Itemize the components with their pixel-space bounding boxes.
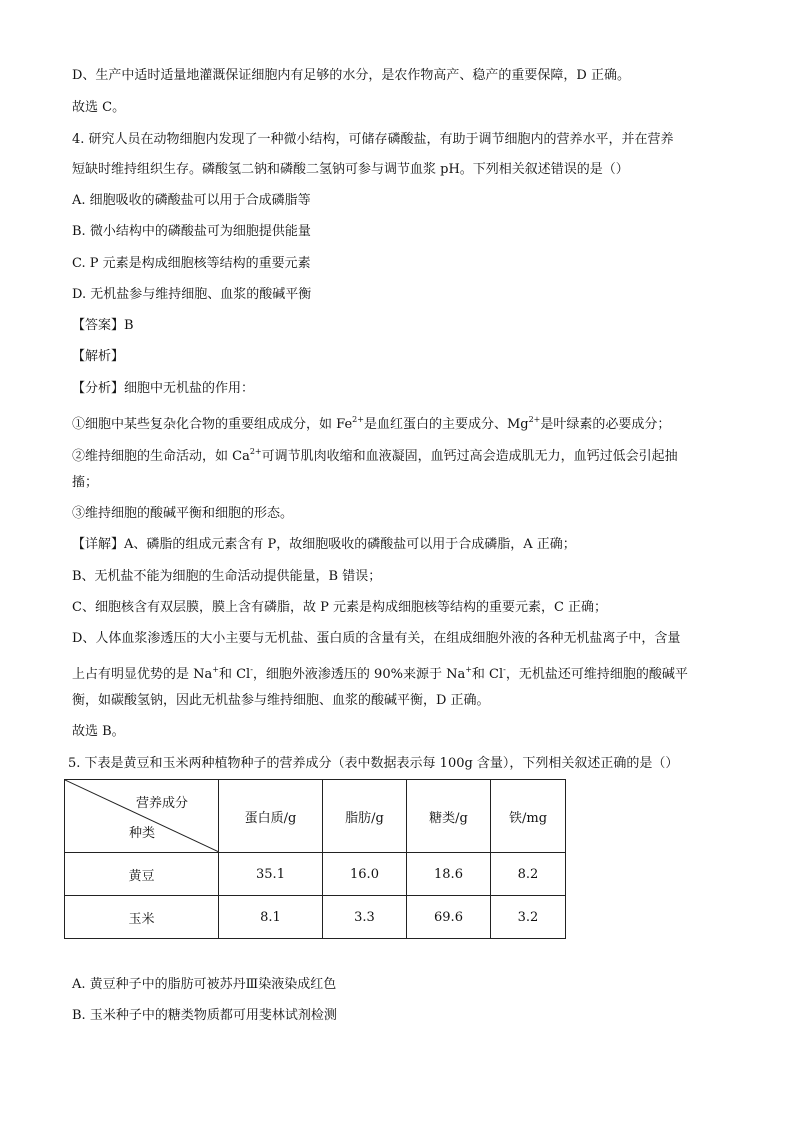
q5-stem: 5. 下表是黄豆和玉米两种植物种子的营养成分（表中数据表示每 100g 含量），下列相关叙述正确的是（）: [68, 756, 679, 771]
answer-tag: 【答案】: [72, 318, 125, 333]
detail-d2-a: 上占有明显优势的是 Na: [72, 667, 213, 682]
point-2-cont: 搐；: [72, 475, 99, 490]
table-cell: 3.2: [491, 896, 566, 939]
table-cell: 35.1: [219, 853, 323, 896]
header-iron: 铁/mg: [491, 780, 566, 853]
mg-charge: 2+: [528, 415, 541, 424]
option-d-explanation: D、生产中适时适量地灌溉保证细胞内有足够的水分，是农作物高产、稳产的重要保障，D 正确。: [72, 68, 630, 83]
ca-charge: 2+: [249, 447, 262, 456]
point-1-text-c: 是叶绿素的必要成分；: [540, 417, 671, 432]
table-cell: 69.6: [407, 896, 491, 939]
detail-d2-d: 和 Cl: [471, 667, 504, 682]
point-1-text-a: ①细胞中某些复杂化合物的重要组成成分，如 Fe: [72, 417, 353, 432]
point-2-text-a: ②维持细胞的生命活动，如 Ca: [72, 449, 250, 464]
diagonal-line: [65, 780, 218, 852]
q4-option-c: C. P 元素是构成细胞核等结构的重要元素: [72, 256, 311, 271]
na-charge-2: +: [465, 665, 472, 674]
table-cell: 3.3: [323, 896, 407, 939]
table-header-row: [65, 780, 566, 853]
corner-top-label: 营养成分: [135, 796, 188, 811]
detail-b: B、无机盐不能为细胞的生命活动提供能量，B 错误；: [72, 569, 382, 584]
detail-a: A、磷脂的组成元素含有 P，故细胞吸收的磷酸盐可以用于合成磷脂，A 正确；: [124, 537, 576, 552]
detail-d2-e: ，无机盐还可维持细胞的酸碱平: [505, 667, 688, 682]
corner-cell: [65, 780, 219, 853]
table-cell: 16.0: [323, 853, 407, 896]
answer-line: [72, 316, 134, 336]
select-c: 故选 C。: [72, 100, 126, 115]
corner-bottom-label: 种类: [129, 826, 156, 841]
header-sugar: 糖类/g: [407, 780, 491, 853]
fenxi-line: [72, 379, 254, 399]
select-b: 故选 B。: [72, 724, 125, 739]
q4-option-b: B. 微小结构中的磷酸盐可为细胞提供能量: [72, 224, 311, 239]
analysis-tag: 【解析】: [72, 349, 125, 364]
table-cell: 8.1: [219, 896, 323, 939]
fenxi-text: 细胞中无机盐的作用：: [124, 381, 255, 396]
table-cell: 8.2: [491, 853, 566, 896]
detail-d3: 衡，如碳酸氢钠，因此无机盐参与维持细胞、血浆的酸碱平衡，D 正确。: [72, 693, 490, 708]
cl-charge: -: [250, 665, 253, 674]
fenxi-tag: 【分析】: [72, 381, 125, 396]
detail-tag: 【详解】: [72, 537, 125, 552]
cl-charge-2: -: [503, 665, 506, 674]
point-3: ③维持细胞的酸碱平衡和细胞的形态。: [72, 506, 294, 521]
point-1-text-b: 是血红蛋白的主要成分、Mg: [363, 417, 529, 432]
detail-a-line: [72, 535, 576, 555]
q4-option-a: A. 细胞吸收的磷酸盐可以用于合成磷脂等: [72, 193, 311, 208]
header-protein: 蛋白质/g: [219, 780, 323, 853]
header-fat: 脂肪/g: [323, 780, 407, 853]
q4-stem-line1: 4. 研究人员在动物细胞内发现了一种微小结构，可储存磷酸盐，有助于调节细胞内的营养水平，并在营养: [72, 132, 674, 147]
fe-charge: 2+: [352, 415, 364, 424]
row-name: 玉米: [65, 896, 219, 939]
q5-option-a: A. 黄豆种子中的脂肪可被苏丹Ⅲ染液染成红色: [72, 977, 337, 992]
row-name: 黄豆: [65, 853, 219, 896]
answer-value: B: [124, 318, 134, 333]
table-row: [65, 896, 566, 939]
point-1: [72, 410, 670, 435]
q4-stem-line2: 短缺时维持组织生存。磷酸氢二钠和磷酸二氢钠可参与调节血浆 pH。下列相关叙述错误的是（）: [72, 162, 629, 177]
q4-option-d: D. 无机盐参与维持细胞、血浆的酸碱平衡: [72, 287, 312, 302]
detail-d2-c: ，细胞外液渗透压的 90%来源于 Na: [252, 667, 466, 682]
detail-d1: D、人体血浆渗透压的大小主要与无机盐、蛋白质的含量有关，在组成细胞外液的各种无机盐离子中，含量: [72, 631, 681, 646]
table-cell: 18.6: [407, 853, 491, 896]
q5-option-b: B. 玉米种子中的糖类物质都可用斐林试剂检测: [72, 1008, 337, 1023]
table-row: [65, 853, 566, 896]
na-charge: +: [212, 665, 219, 674]
detail-d2-b: 和 Cl: [218, 667, 251, 682]
nutrition-table: [64, 779, 566, 939]
point-2-text-b: 可调节肌肉收缩和血液凝固，血钙过高会造成肌无力，血钙过低会引起抽: [261, 449, 678, 464]
detail-c: C、细胞核含有双层膜，膜上含有磷脂，故 P 元素是构成细胞核等结构的重要元素，C 正确；: [72, 600, 608, 615]
detail-d2: [72, 660, 688, 685]
point-2: [72, 442, 678, 467]
